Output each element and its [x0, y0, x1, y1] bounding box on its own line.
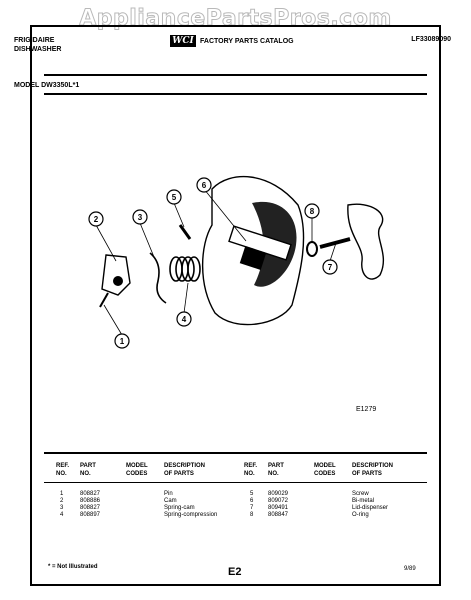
- screw-part: [180, 225, 190, 239]
- exploded-parts-diagram: [30, 165, 410, 405]
- callout-3: 3: [137, 213, 143, 222]
- brand-line-1: FRIGIDAIRE: [14, 37, 55, 44]
- watermark: AppliancePartsPros.com: [79, 6, 392, 31]
- catalog-id: LF33089090: [411, 36, 451, 43]
- wci-logo: WCI: [170, 35, 196, 47]
- callout-8: 8: [309, 207, 315, 216]
- table-row: 5: [250, 491, 254, 497]
- lid-dispenser-part: [348, 204, 384, 279]
- table-row: 3: [60, 505, 64, 511]
- revision-date: 9/89: [404, 566, 416, 572]
- spring-cam-part: [150, 253, 166, 303]
- table-row: 808827: [80, 505, 101, 511]
- spring-compression-part: [170, 257, 200, 281]
- callout-4: 4: [181, 315, 187, 324]
- table-row: 808897: [80, 512, 101, 518]
- header-divider: [44, 74, 427, 76]
- catalog-heading: [170, 35, 294, 47]
- table-top-rule: [44, 452, 427, 454]
- table-row: 809491: [268, 505, 289, 511]
- brand-line-2: DISHWASHER: [14, 46, 62, 53]
- col-desc-right: DESCRIPTION OF PARTS: [352, 463, 394, 477]
- not-illustrated-note: * = Not Illustrated: [48, 564, 98, 570]
- brand-block: [14, 36, 61, 54]
- table-row: 8: [250, 512, 254, 518]
- table-row: 7: [250, 505, 254, 511]
- callout-5: 5: [171, 193, 177, 202]
- table-row: Bi-metal: [352, 498, 375, 504]
- table-row: 4: [60, 512, 64, 518]
- table-row: Screw: [352, 491, 369, 497]
- table-row: 6: [250, 498, 254, 504]
- callout-2: 2: [93, 215, 99, 224]
- table-row: 808827: [80, 491, 101, 497]
- callout-1: 1: [119, 337, 125, 346]
- table-row: 808886: [80, 498, 101, 504]
- table-row: Cam: [164, 498, 177, 504]
- page-number: E2: [228, 566, 242, 578]
- table-row: 2: [60, 498, 64, 504]
- table-row: 809029: [268, 491, 289, 497]
- table-row: Spring-cam: [164, 505, 195, 511]
- col-model-right: MODEL CODES: [314, 463, 336, 477]
- table-row: 808847: [268, 512, 289, 518]
- figure-code: E1279: [356, 406, 377, 413]
- table-row: 809072: [268, 498, 289, 504]
- callout-7: 7: [327, 263, 333, 272]
- col-part-right: PART NO.: [268, 463, 284, 477]
- col-ref-left: REF. NO.: [56, 463, 70, 477]
- col-desc-left: DESCRIPTION OF PARTS: [164, 463, 206, 477]
- col-model-left: MODEL CODES: [126, 463, 148, 477]
- table-row: Lid-dispenser: [352, 505, 389, 511]
- callout-6: 6: [201, 181, 207, 190]
- o-ring-part: [307, 242, 317, 256]
- table-row: Pin: [164, 491, 173, 497]
- col-ref-right: REF. NO.: [244, 463, 258, 477]
- pin-part: [100, 293, 108, 307]
- table-row: O-ring: [352, 512, 369, 518]
- table-row: 1: [60, 491, 64, 497]
- model-divider: [44, 93, 427, 95]
- table-header-rule: [44, 482, 427, 483]
- catalog-title: FACTORY PARTS CATALOG: [200, 37, 294, 45]
- model-label: MODEL DW3350L*1: [14, 82, 80, 89]
- col-part-left: PART NO.: [80, 463, 96, 477]
- table-row: Spring-compression: [164, 512, 218, 518]
- cam-hub: [113, 276, 123, 286]
